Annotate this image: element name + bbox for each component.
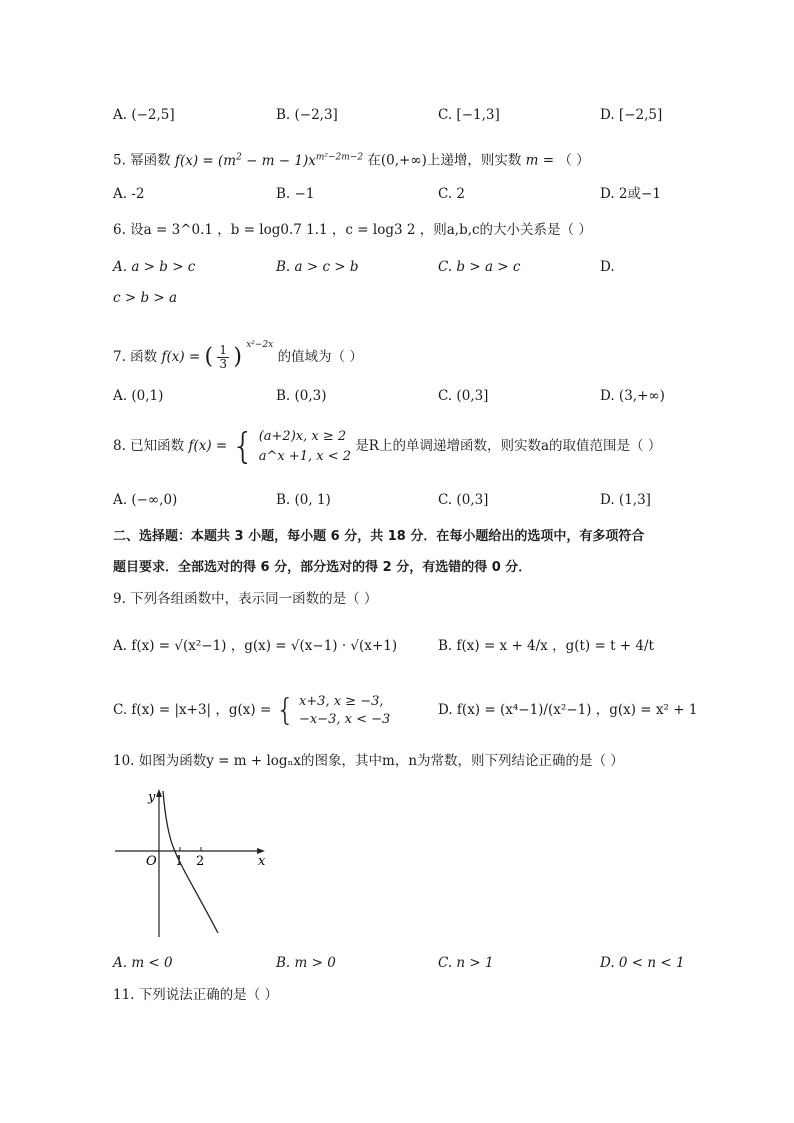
q7-exponent: x²−2x: [246, 340, 274, 350]
q5-suffix: 在(0,+∞)上递增，则实数: [367, 152, 522, 169]
q6-stem: 6. 设a = 3^0.1 ，b = log0.7 1.1 ，c = log3 2 ，则a,b,c的大小关系是（ ）: [113, 222, 592, 238]
q10-graph: [110, 785, 270, 940]
q6-option-d[interactable]: D.: [600, 259, 615, 275]
q10-option-c[interactable]: C. n > 1: [438, 955, 494, 971]
y-label: y: [148, 790, 156, 805]
q8-option-a[interactable]: A. (−∞,0): [113, 492, 178, 508]
q10-options: [0, 951, 794, 975]
q7-paren-left: (: [204, 344, 214, 370]
q7-option-a[interactable]: A. (0,1): [113, 388, 164, 404]
q9-option-c[interactable]: [113, 690, 390, 730]
q7-stem: [113, 330, 363, 373]
q9-option-d[interactable]: D. f(x) = (x⁴−1)/(x²−1) ，g(x) = x² + 1: [438, 702, 698, 718]
q9-option-a[interactable]: A. f(x) = √(x²−1) ，g(x) = √(x−1) · √(x+1): [113, 638, 398, 654]
q8-stem: [113, 424, 661, 468]
q5-option-d[interactable]: D. 2或−1: [600, 186, 661, 202]
q10-option-b[interactable]: B. m > 0: [276, 955, 336, 971]
q8-option-b[interactable]: B. (0, 1): [276, 492, 331, 508]
origin-label: O: [146, 854, 157, 869]
q7-paren-right: ): [233, 344, 242, 370]
q4-option-c[interactable]: C. [−1,3]: [438, 107, 500, 123]
q6-options: [0, 255, 794, 279]
q8-option-d[interactable]: D. (1,3]: [600, 492, 651, 508]
q5-stem: [113, 145, 590, 173]
q7-suffix: 的值域为（ ）: [277, 349, 363, 365]
q4-options: [0, 103, 794, 127]
q7-option-c[interactable]: C. (0,3]: [438, 388, 489, 404]
q9-option-b[interactable]: B. f(x) = x + 4/x ，g(t) = t + 4/t: [438, 638, 654, 654]
q5-option-a[interactable]: A. -2: [113, 186, 145, 202]
y-axis-arrow-icon: [156, 789, 162, 797]
q8-options: [0, 488, 794, 512]
q10-option-d[interactable]: D. 0 < n < 1: [600, 955, 685, 971]
q5-prefix: 5. 幂函数: [113, 152, 171, 169]
q5-option-b[interactable]: B. −1: [276, 186, 315, 202]
tick-2-label: 2: [196, 854, 205, 869]
q9-c-brace: {: [275, 692, 295, 728]
section2-line1: 二、选择题：本题共 3 小题，每小题 6 分，共 18 分．在每小题给出的选项中，有多项符合: [113, 529, 645, 544]
q7-option-b[interactable]: B. (0,3): [276, 388, 327, 404]
q8-option-c[interactable]: C. (0,3]: [438, 492, 489, 508]
q8-brace: {: [231, 425, 255, 467]
q7-option-d[interactable]: D. (3,+∞): [600, 388, 665, 404]
q9-row-ab: [0, 634, 794, 658]
q8-pieces: [259, 427, 351, 467]
q6-option-a[interactable]: A. a > b > c: [113, 259, 196, 275]
log-curve: [163, 791, 218, 933]
q6-option-d-text: c > b > a: [113, 290, 178, 306]
q8-piece-1: (a+2)x, x ≥ 2: [258, 428, 347, 444]
q7-formula: f(x) =: [161, 349, 205, 365]
q5-var: m =: [525, 152, 555, 169]
q10-option-a[interactable]: A. m < 0: [113, 955, 173, 971]
q9-c-prefix: C. f(x) = |x+3| ，g(x) =: [113, 702, 272, 718]
section2-line2: 题目要求．全部选对的得 6 分，部分选对的得 2 分，有选错的得 0 分．: [113, 560, 532, 575]
q9-c-pieces: [299, 693, 390, 729]
q10-stem: 10. 如图为函数y = m + logₙx的图象，其中m，n为常数，则下列结论正确的是（ ）: [113, 753, 624, 769]
q4-option-d[interactable]: D. [−2,5]: [600, 107, 663, 123]
x-label: x: [258, 854, 266, 869]
tick-1-label: 1: [175, 854, 184, 869]
q9-stem: 9. 下列各组函数中，表示同一函数的是（ ）: [113, 591, 378, 607]
q7-fraction: $\frac{1}{3}$: [219, 342, 228, 371]
q6-option-c[interactable]: C. b > a > c: [438, 259, 521, 275]
q7-prefix: 7. 函数: [113, 349, 158, 365]
q6-option-b[interactable]: B. a > c > b: [276, 259, 359, 275]
q8-suffix: 是R上的单调递增函数，则实数a的取值范围是（ ）: [355, 438, 662, 454]
q9-c-piece-2: −x−3, x < −3: [298, 711, 391, 727]
q5-option-c[interactable]: C. 2: [438, 186, 466, 202]
q9-row-cd: [0, 690, 794, 730]
q7-options: [0, 384, 794, 408]
q4-option-a[interactable]: A. (−2,5]: [113, 107, 175, 123]
q11-stem: 11. 下列说法正确的是（ ）: [113, 987, 279, 1003]
q8-fx: f(x) =: [188, 438, 228, 454]
q4-option-b[interactable]: B. (−2,3]: [276, 107, 338, 123]
q8-prefix: 8. 已知函数: [113, 438, 185, 454]
q8-piece-2: a^x +1, x < 2: [258, 448, 352, 464]
q5-formula: $f(x) = (m^2 - m - 1)x^{m^2-2m-2}$: [174, 152, 364, 169]
q9-c-piece-1: x+3, x ≥ −3,: [298, 693, 384, 709]
q5-options: [0, 182, 794, 206]
q5-end: （ ）: [558, 152, 590, 169]
